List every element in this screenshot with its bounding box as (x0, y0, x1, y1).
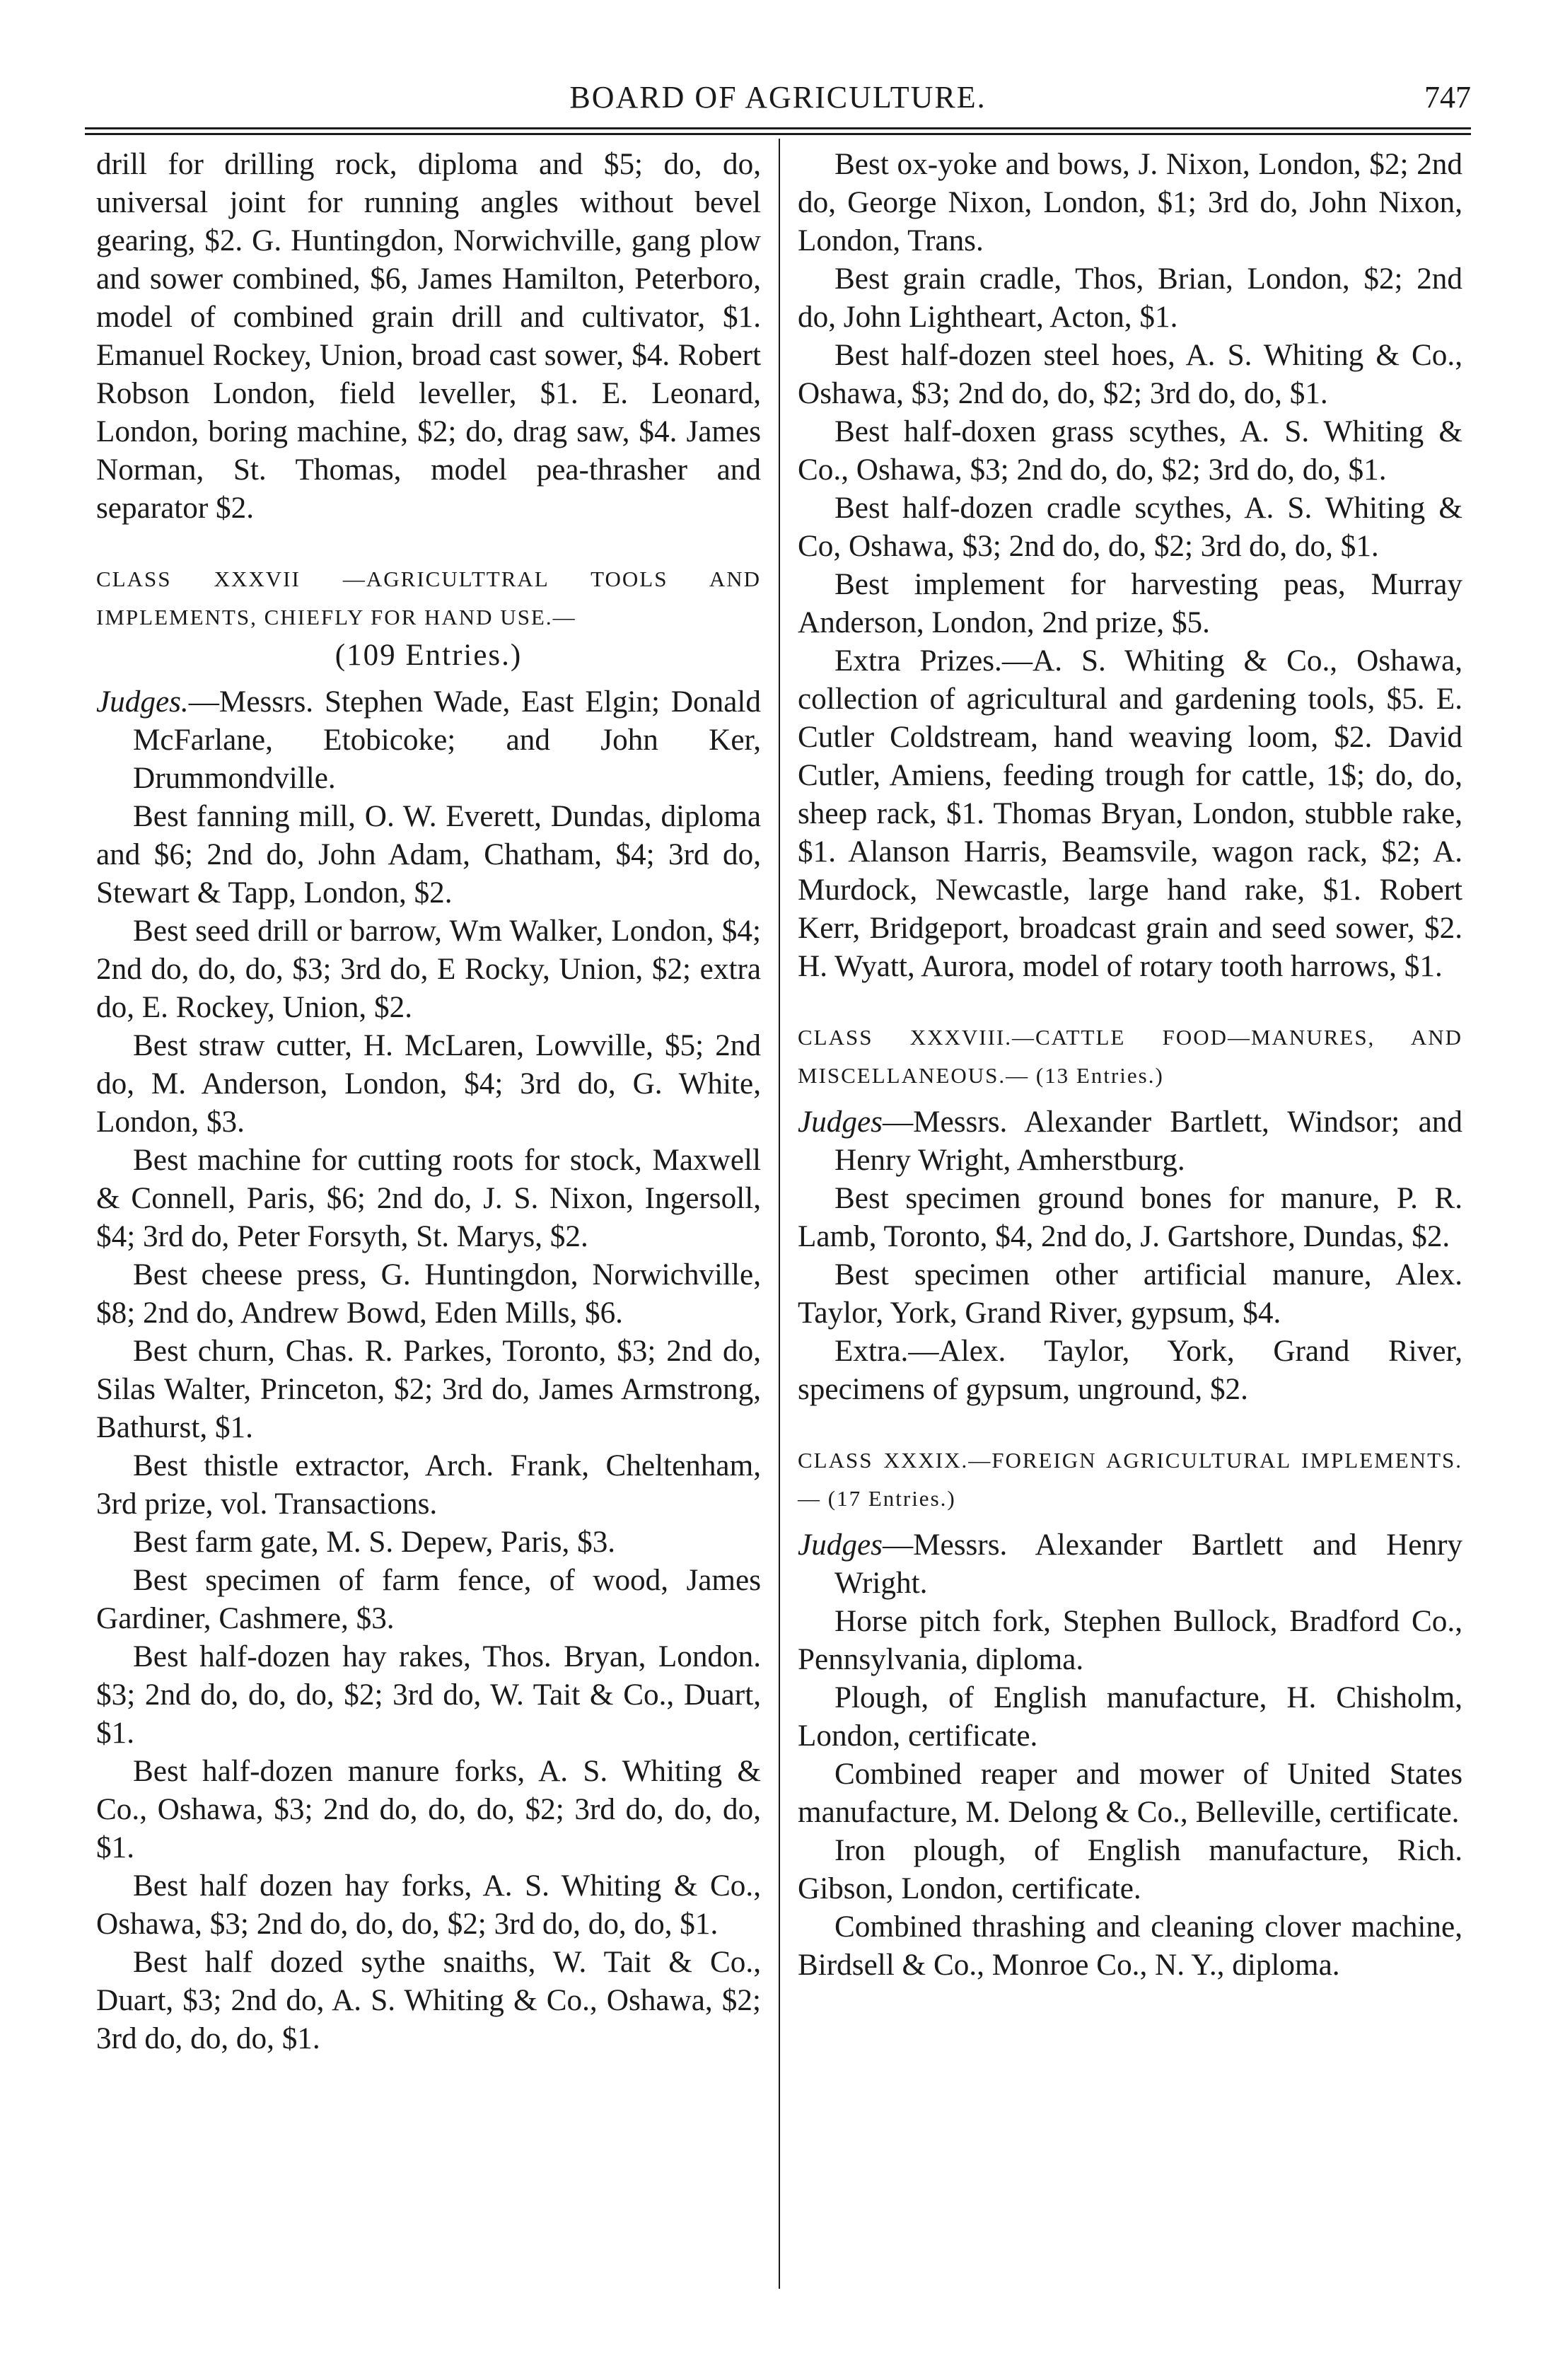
column-divider (779, 139, 780, 2289)
class-38-heading (798, 1018, 1462, 1095)
judges-names: —Messrs. Stephen Wade, East Elgin; Donald McFarlane, Etobicoke; and John Ker, Drummondville. (133, 685, 761, 795)
prize-entry-fanning-mill: Best fanning mill, O. W. Everett, Dundas, diploma and $6; 2nd do, John Adam, Chatham, $4; 3rd do, Stewart & Tapp, London, $2. (96, 800, 761, 910)
class-39-heading-text: CLASS XXXIX.—FOREIGN AGRICULTURAL IMPLEMENTS.— (798, 1448, 1462, 1511)
prize-entry-farm-gate: Best farm gate, M. S. Depew, Paris, $3. (133, 1526, 616, 1559)
prize-entry-root-cutter: Best machine for cutting roots for stock, Maxwell & Connell, Paris, $6; 2nd do, J. S. Nixon, Ingersoll, $4; 3rd do, Peter Forsyth, St. Marys, $2. (96, 1144, 761, 1253)
prize-entry-hay-rakes: Best half-dozen hay rakes, Thos. Bryan, London. $3; 2nd do, do, do, $2; 3rd do, W. Tait & Co., Duart, $1. (96, 1640, 761, 1750)
prize-entry-thistle-extractor: Best thistle extractor, Arch. Frank, Cheltenham, 3rd prize, vol. Transactions. (96, 1449, 761, 1521)
page-header (85, 79, 1471, 122)
header-rule-bottom (85, 133, 1471, 135)
header-rule-top (85, 127, 1471, 129)
prize-entry-extra-prizes: Extra Prizes.—A. S. Whiting & Co., Oshawa, collection of agricultural and gardening tools, $5. E. Cutler Coldstream, hand weaving loom, $2. David Cutler, Amiens, feeding trough for cattle, 1$; do, do, sheep rack, $1. Thomas Bryan, London, stubble rake, $1. Alanson Harris, Beamsvile, wagon rack, $2; A. Murdock, Newcastle, large hand rake, $1. Robert Kerr, Bridgeport, broadcast grain and seed sower, $2. H. Wyatt, Aurora, model of rotary tooth harrows, $1. (798, 644, 1462, 983)
class-37-judges (96, 683, 761, 798)
prize-entry-pea-harvester: Best implement for harvesting peas, Murray Anderson, London, 2nd prize, $5. (798, 568, 1462, 639)
judges-names: —Messrs. Alexander Bartlett, Windsor; and Henry Wright, Amherstburg. (834, 1105, 1462, 1177)
class-37-entries: (109 Entries.) (335, 639, 523, 672)
prize-entry-grass-scythes: Best half-doxen grass scythes, A. S. Whiting & Co., Oshawa, $3; 2nd do, do, $2; 3rd do, do, $1. (798, 415, 1462, 487)
prize-entry-manure-forks: Best half-dozen manure forks, A. S. Whiting & Co., Oshawa, $3; 2nd do, do, do, $2; 3rd do, do, do, $1. (96, 1755, 761, 1864)
prize-entry-ox-yoke: Best ox-yoke and bows, J. Nixon, London, $2; 2nd do, George Nixon, London, $1; 3rd do, John Nixon, London, Trans. (798, 148, 1462, 257)
judges-label: Judges (798, 1105, 883, 1139)
prize-entry-gypsum-extra: Extra.—Alex. Taylor, York, Grand River, specimens of gypsum, unground, $2. (798, 1335, 1462, 1406)
prize-entry-horse-pitch-fork: Horse pitch fork, Stephen Bullock, Bradford Co., Pennsylvania, diploma. (798, 1605, 1462, 1676)
prize-entry-artificial-manure: Best specimen other artificial manure, Alex. Taylor, York, Grand River, gypsum, $4. (798, 1258, 1462, 1330)
judges-label: Judges (798, 1528, 883, 1562)
prize-entry-cradle-scythes: Best half-dozen cradle scythes, A. S. Whiting & Co, Oshawa, $3; 2nd do, do, $2; 3rd do, do, $1. (798, 492, 1462, 563)
page-number: 747 (1424, 80, 1471, 115)
judges-names: —Messrs. Alexander Bartlett and Henry Wright. (834, 1528, 1462, 1600)
prize-entry-iron-plough: Iron plough, of English manufacture, Rich. Gibson, London, certificate. (798, 1834, 1462, 1905)
right-column (798, 146, 1462, 1985)
prize-entry-hay-forks: Best half dozen hay forks, A. S. Whiting & Co., Oshawa, $3; 2nd do, do, do, $2; 3rd do, do, do, $1. (96, 1869, 761, 1941)
prize-entry-grain-cradle: Best grain cradle, Thos, Brian, London, $2; 2nd do, John Lightheart, Acton, $1. (798, 262, 1462, 334)
prize-entry-ground-bones: Best specimen ground bones for manure, P. R. Lamb, Toronto, $4, 2nd do, J. Gartshore, Dundas, $2. (798, 1182, 1462, 1253)
prize-entry-churn: Best churn, Chas. R. Parkes, Toronto, $3; 2nd do, Silas Walter, Princeton, $2; 3rd do, James Armstrong, Bathurst, $1. (96, 1335, 761, 1444)
class-38-judges (798, 1103, 1462, 1180)
class-38-heading-text: CLASS XXXVIII.—CATTLE FOOD—MANURES, AND MISCELLANEOUS.— (798, 1025, 1462, 1088)
prize-entry-farm-fence: Best specimen of farm fence, of wood, James Gardiner, Cashmere, $3. (96, 1564, 761, 1635)
class-39-entries: (17 Entries.) (827, 1486, 956, 1511)
running-title: BOARD OF AGRICULTURE. (569, 80, 987, 115)
class-39-judges (798, 1526, 1462, 1603)
prize-entry-clover-machine: Combined thrashing and cleaning clover machine, Birdsell & Co., Monroe Co., N. Y., diploma. (798, 1910, 1462, 1982)
class-37-heading-text: CLASS XXXVII —AGRICULTTRAL TOOLS AND IMPLEMENTS, CHIEFLY FOR HAND USE.— (96, 567, 761, 629)
judges-label: Judges. (96, 685, 189, 719)
prize-entry-cheese-press: Best cheese press, G. Huntingdon, Norwichville, $8; 2nd do, Andrew Bowd, Eden Mills, $6. (96, 1258, 761, 1330)
prize-entry-sythe-snaiths: Best half dozed sythe snaiths, W. Tait & Co., Duart, $3; 2nd do, A. S. Whiting & Co., Oshawa, $2; 3rd do, do, do, $1. (96, 1946, 761, 2055)
prize-entry-seed-drill: Best seed drill or barrow, Wm Walker, London, $4; 2nd do, do, do, $3; 3rd do, E Rocky, Union, $2; extra do, E. Rockey, Union, $2. (96, 915, 761, 1024)
class-37-heading (96, 560, 761, 675)
prize-entry-straw-cutter: Best straw cutter, H. McLaren, Lowville, $5; 2nd do, M. Anderson, London, $4; 3rd do, G. White, London, $3. (96, 1029, 761, 1139)
prize-entry-steel-hoes: Best half-dozen steel hoes, A. S. Whiting & Co., Oshawa, $3; 2nd do, do, $2; 3rd do, do, $1. (798, 339, 1462, 410)
paragraph-continuation: drill for drilling rock, diploma and $5; do, do, universal joint for running angles without bevel gearing, $2. G. Huntingdon, Norwichville, gang plow and sower combined, $6, James Hamilton, Peterboro, model of combined grain drill and cultivator, $1. Emanuel Rockey, Union, broad cast sower, $4. Robert Robson London, field leveller, $1. E. Leonard, London, boring machine, $2; do, drag saw, $4. James Norman, St. Thomas, model pea-thrasher and separator $2. (96, 148, 761, 525)
class-38-entries: (13 Entries.) (1035, 1063, 1164, 1088)
prize-entry-english-plough: Plough, of English manufacture, H. Chisholm, London, certificate. (798, 1681, 1462, 1753)
prize-entry-reaper-mower: Combined reaper and mower of United States manufacture, M. Delong & Co., Belleville, certificate. (798, 1758, 1462, 1829)
left-column (96, 146, 761, 2058)
class-39-heading (798, 1441, 1462, 1518)
